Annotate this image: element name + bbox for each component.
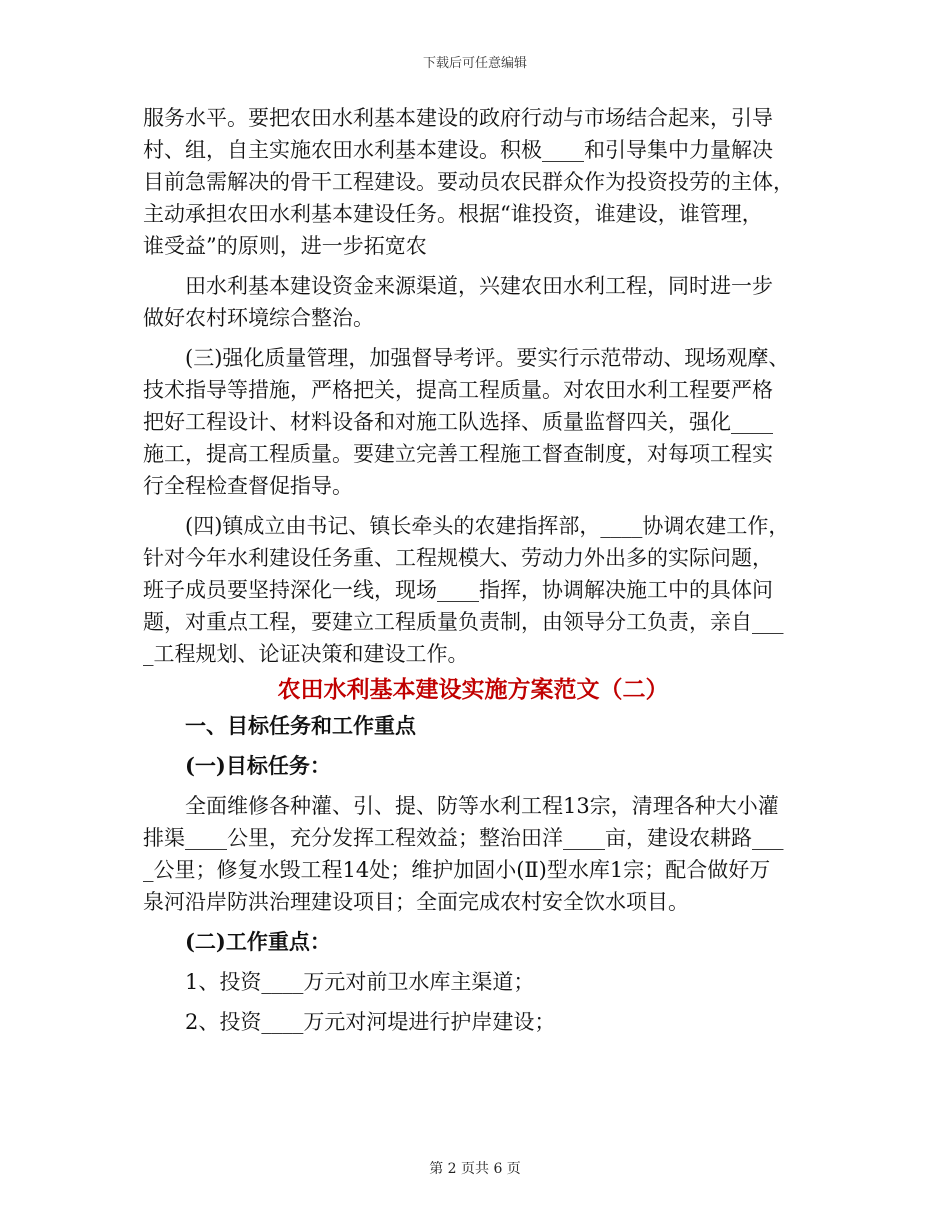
page-footer: 第 2 页共 6 页 <box>429 1161 521 1177</box>
text-line: (三)强化质量管理，加强督导考评。要实行示范带动、现场观摩、 <box>185 346 790 370</box>
document-body <box>143 102 813 1038</box>
section-title: 农田水利基本建设实施方案范文（二） <box>277 676 669 703</box>
heading-targets: (一)目标任务： <box>185 753 331 778</box>
text-line: 村、组，自主实施农田水利基本建设。积极____和引导集中力量解决 <box>143 138 773 162</box>
text-line: 目前急需解决的骨干工程建设。要动员农民群众作为投资投劳的主体， <box>143 170 794 194</box>
list-item: 1、投资____万元对前卫水库主渠道； <box>185 970 535 994</box>
text-line: 行全程检查督促指导。 <box>143 474 353 498</box>
list-item: 2、投资____万元对河堤进行护岸建设； <box>185 1010 556 1034</box>
text-line: (四)镇成立由书记、镇长牵头的农建指挥部，____协调农建工作， <box>185 514 790 538</box>
text-line: 做好农村环境综合整治。 <box>143 306 374 330</box>
text-line: 题，对重点工程，要建立工程质量负责制，由领导分工负责，亲自___ <box>143 610 784 634</box>
page-header: 下载后可任意编辑 <box>422 56 527 71</box>
text-line: _公里；修复水毁工程14处；维护加固小(Ⅱ)型水库1宗；配合做好万 <box>143 858 771 882</box>
text-line: 技术指导等措施，严格把关，提高工程质量。对农田水利工程要严格 <box>143 378 773 402</box>
text-line: 把好工程设计、材料设备和对施工队选择、质量监督四关，强化____ <box>143 410 773 434</box>
heading-goals: 一、目标任务和工作重点 <box>185 713 416 738</box>
text-line: 班子成员要坚持深化一线，现场____指挥，协调解决施工中的具体问 <box>143 578 773 602</box>
text-line: 服务水平。要把农田水利基本建设的政府行动与市场结合起来，引导 <box>143 106 773 130</box>
text-line: 主动承担农田水利基本建设任务。根据“谁投资，谁建设，谁管理， <box>143 202 763 226</box>
text-line: 施工，提高工程质量。要建立完善工程施工督查制度，对每项工程实 <box>143 442 773 466</box>
text-line: 排渠____公里，充分发挥工程效益；整治田洋____亩，建设农耕路___ <box>143 826 784 850</box>
heading-focus: (二)工作重点： <box>185 929 331 954</box>
text-line: 泉河沿岸防洪治理建设项目；全面完成农村安全饮水项目。 <box>143 890 689 914</box>
text-line: 田水利基本建设资金来源渠道，兴建农田水利工程，同时进一步 <box>185 274 773 298</box>
text-line: 谁受益”的原则，进一步拓宽农 <box>143 234 427 258</box>
text-line: _工程规划、论证决策和建设工作。 <box>143 642 469 666</box>
text-line: 针对今年水利建设任务重、工程规模大、劳动力外出多的实际问题， <box>143 546 773 570</box>
text-line: 全面维修各种灌、引、提、防等水利工程13宗，清理各种大小灌 <box>185 794 779 818</box>
